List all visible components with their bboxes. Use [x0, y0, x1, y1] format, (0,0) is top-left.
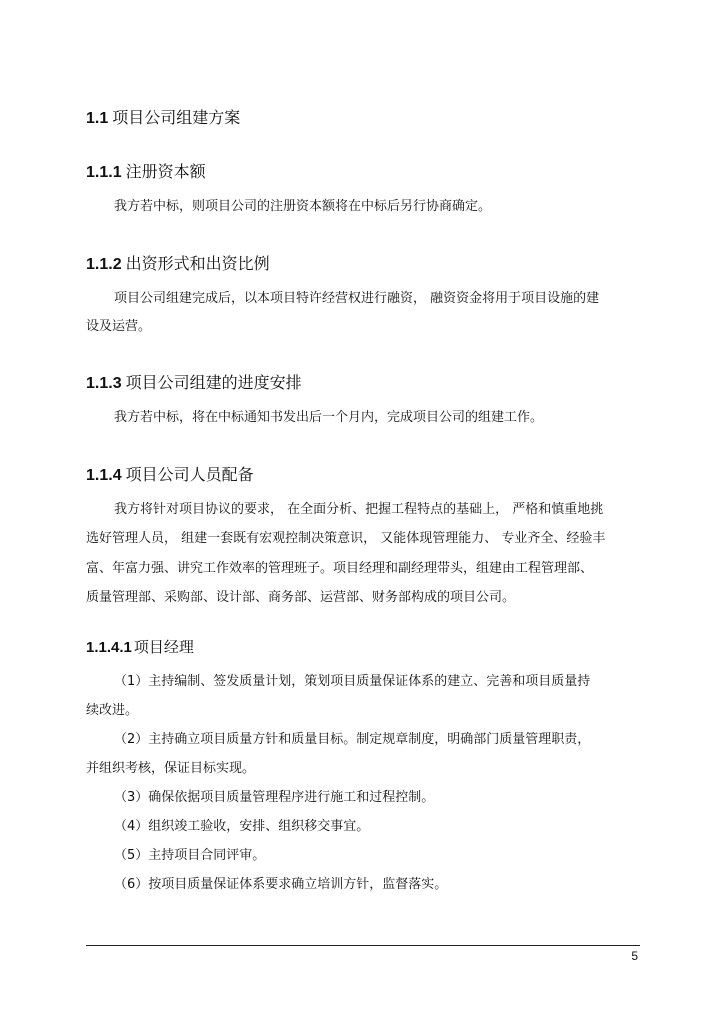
heading-1-1-4 [86, 465, 254, 486]
paragraph-line: 设及运营。 [86, 319, 152, 334]
heading-number: 1.1.4 [86, 467, 122, 484]
list-item-line: 并组织考核，保证目标实现。 [86, 761, 256, 776]
list-item-line: （2）主持确立项目质量方针和质量目标。制定规章制度，明确部门质量管理职责， [114, 732, 591, 747]
heading-1-1 [86, 108, 240, 129]
list-item-line: 续改进。 [86, 703, 139, 718]
list-item-line: （1）主持编制、签发质量计划，策划项目质量保证体系的建立、完善和项目质量持 [114, 674, 591, 689]
heading-title: 项目公司人员配备 [125, 465, 254, 484]
list-item-line: （3）确保依据项目质量管理程序进行施工和过程控制。 [114, 790, 435, 805]
list-item-line: （5）主持项目合同评审。 [114, 848, 266, 863]
heading-1-1-1 [86, 162, 206, 183]
footer-divider [86, 945, 640, 946]
paragraph-line: 富、年富力强、讲究工作效率的管理班子。项目经理和副经理带头，组建由工程管理部、 [86, 561, 594, 576]
heading-1-1-3 [86, 373, 302, 394]
paragraph-line: 项目公司组建完成后，以本项目特许经营权进行融资， 融资资金将用于项目设施的建 [114, 291, 600, 306]
heading-title: 注册资本额 [125, 162, 206, 181]
page-number: 5 [631, 949, 638, 963]
heading-number: 1.1.4.1 [86, 639, 132, 656]
list-item-line: （4）组织竣工验收，安排、组织移交事宜。 [114, 819, 370, 834]
paragraph-line: 我方将针对项目协议的要求， 在全面分析、把握工程特点的基础上， 严格和慎重地挑 [114, 502, 604, 517]
heading-title: 项目公司组建方案 [112, 108, 241, 127]
paragraph-line: 选好管理人员， 组建一套既有宏观控制决策意识， 又能体现管理能力、 专业齐全、经验丰 [86, 531, 606, 546]
heading-number: 1.1.1 [86, 164, 122, 181]
heading-title: 项目公司组建的进度安排 [125, 373, 302, 392]
list-item-line: （6）按项目质量保证体系要求确立培训方针，监督落实。 [114, 877, 448, 892]
heading-number: 1.1.2 [86, 256, 122, 273]
paragraph-line: 我方若中标，则项目公司的注册资本额将在中标后另行协商确定。 [114, 199, 492, 214]
heading-number: 1.1.3 [86, 375, 122, 392]
heading-1-1-2 [86, 254, 270, 275]
paragraph-line: 质量管理部、采购部、设计部、商务部、运营部、财务部构成的项目公司。 [86, 590, 516, 605]
heading-number: 1.1 [86, 110, 109, 127]
heading-title: 出资形式和出资比例 [125, 254, 270, 273]
heading-1-1-4-1 [86, 637, 194, 658]
heading-title: 项目经理 [133, 638, 194, 656]
paragraph-line: 我方若中标，将在中标通知书发出后一个月内，完成项目公司的组建工作。 [114, 410, 544, 425]
